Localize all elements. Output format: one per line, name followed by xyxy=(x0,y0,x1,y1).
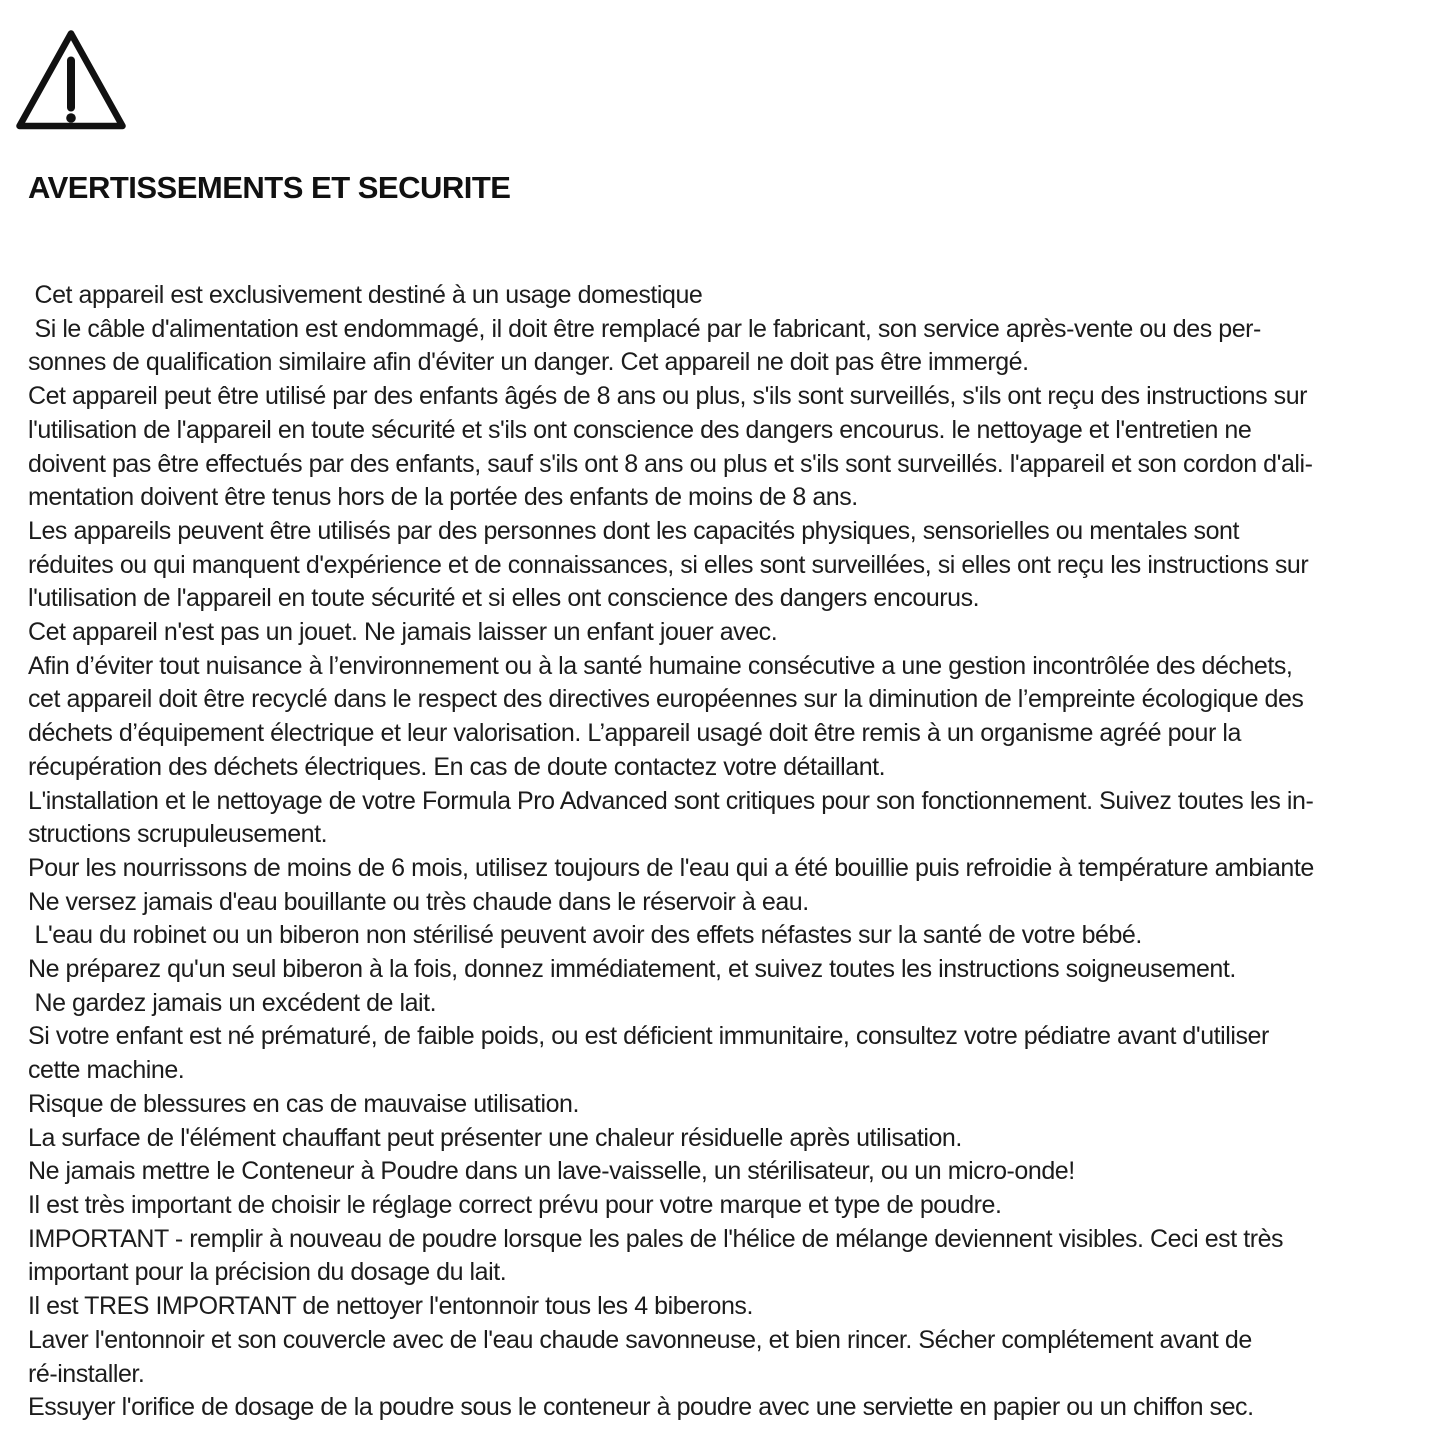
body-text-line: Risque de blessures en cas de mauvaise utilisation. xyxy=(28,1089,579,1118)
body-text-line: Ne préparez qu'un seul biberon à la fois, donnez immédiatement, et suivez toutes les instructions soigneusement. xyxy=(28,955,1236,984)
body-text-line: Ne gardez jamais un excédent de lait. xyxy=(28,988,437,1017)
body-text-line: La surface de l'élément chauffant peut présenter une chaleur résiduelle après utilisation. xyxy=(28,1123,962,1152)
body-text-line: Essuyer l'orifice de dosage de la poudre sous le conteneur à poudre avec une serviette en papier ou un chiffon sec. xyxy=(28,1393,1254,1422)
body-text-line: récupération des déchets électriques. En cas de doute contactez votre détaillant. xyxy=(28,752,886,781)
body-text-line: IMPORTANT - remplir à nouveau de poudre lorsque les pales de l'hélice de mélange deviennent visibles. Ceci est très xyxy=(28,1224,1284,1253)
body-text-line: Pour les nourrissons de moins de 6 mois, utilisez toujours de l'eau qui a été bouillie puis refroidie à température ambiante xyxy=(28,853,1314,882)
warning-triangle-icon xyxy=(13,27,129,133)
body-text-line: Ne jamais mettre le Conteneur à Poudre dans un lave-vaisselle, un stérilisateur, ou un micro-onde! xyxy=(28,1157,1075,1186)
body-text-line: l'utilisation de l'appareil en toute sécurité et s'ils ont conscience des dangers encourus. le nettoyage et l'entretien ne xyxy=(28,415,1252,444)
body-text-line: sonnes de qualification similaire afin d'éviter un danger. Cet appareil ne doit pas être immergé. xyxy=(28,348,1029,377)
body-text-line: Les appareils peuvent être utilisés par des personnes dont les capacités physiques, sensorielles ou mentales sont xyxy=(28,516,1240,545)
body-text-line: Laver l'entonnoir et son couvercle avec de l'eau chaude savonneuse, et bien rincer. Sécher complétement avant de xyxy=(28,1325,1252,1354)
body-text-line: réduites ou qui manquent d'expérience et de connaissances, si elles sont surveillées, si elles ont reçu les instructions sur xyxy=(28,550,1309,579)
body-text-line: Cet appareil n'est pas un jouet. Ne jamais laisser un enfant jouer avec. xyxy=(28,618,778,647)
body-text-line: ré-installer. xyxy=(28,1359,145,1388)
body-text-line: Il est TRES IMPORTANT de nettoyer l'entonnoir tous les 4 biberons. xyxy=(28,1292,753,1321)
exclamation-dot xyxy=(66,113,76,123)
body-text-line: l'utilisation de l'appareil en toute sécurité et si elles ont conscience des dangers encourus. xyxy=(28,584,980,613)
body-text-line: Si votre enfant est né prématuré, de faible poids, ou est déficient immunitaire, consultez votre pédiatre avant d'utiliser xyxy=(28,1022,1269,1051)
body-text-line: L'eau du robinet ou un biberon non stérilisé peuvent avoir des effets néfastes sur la santé de votre bébé. xyxy=(28,921,1142,950)
body-text-line: Cet appareil peut être utilisé par des enfants âgés de 8 ans ou plus, s'ils sont surveillés, s'ils ont reçu des instructions sur xyxy=(28,382,1308,411)
body-text-line: Si le câble d'alimentation est endommagé, il doit être remplacé par le fabricant, son service après-vente ou des per- xyxy=(28,314,1261,343)
warnings-body xyxy=(28,279,1443,1425)
body-text-line: Afin d’éviter tout nuisance à l’environnement ou à la santé humaine consécutive a une gestion incontrôlée des déchets, xyxy=(28,651,1293,680)
body-text-line: mentation doivent être tenus hors de la portée des enfants de moins de 8 ans. xyxy=(28,483,858,512)
body-text-line: doivent pas être effectués par des enfants, sauf s'ils ont 8 ans ou plus et s'ils sont surveillés. l'appareil et son cordon d'ali- xyxy=(28,449,1313,478)
body-text-line: Il est très important de choisir le réglage correct prévu pour votre marque et type de poudre. xyxy=(28,1190,1002,1219)
body-text-line: cet appareil doit être recyclé dans le respect des directives européennes sur la diminution de l’empreinte écologique des xyxy=(28,685,1304,714)
body-text-line: structions scrupuleusement. xyxy=(28,820,328,849)
body-text-line: déchets d’équipement électrique et leur valorisation. L’appareil usagé doit être remis à un organisme agréé pour la xyxy=(28,719,1241,748)
body-text-line: Cet appareil est exclusivement destiné à un usage domestique xyxy=(28,281,703,309)
body-text-line: important pour la précision du dosage du lait. xyxy=(28,1258,507,1287)
warning-triangle-svg xyxy=(13,27,129,133)
body-text-line: cette machine. xyxy=(28,1056,185,1085)
body-text-line: Ne versez jamais d'eau bouillante ou très chaude dans le réservoir à eau. xyxy=(28,887,809,916)
body-text-line: L'installation et le nettoyage de votre Formula Pro Advanced sont critiques pour son fonctionnement. Suivez toutes les in- xyxy=(28,786,1314,815)
page-title: AVERTISSEMENTS ET SECURITE xyxy=(28,170,511,205)
